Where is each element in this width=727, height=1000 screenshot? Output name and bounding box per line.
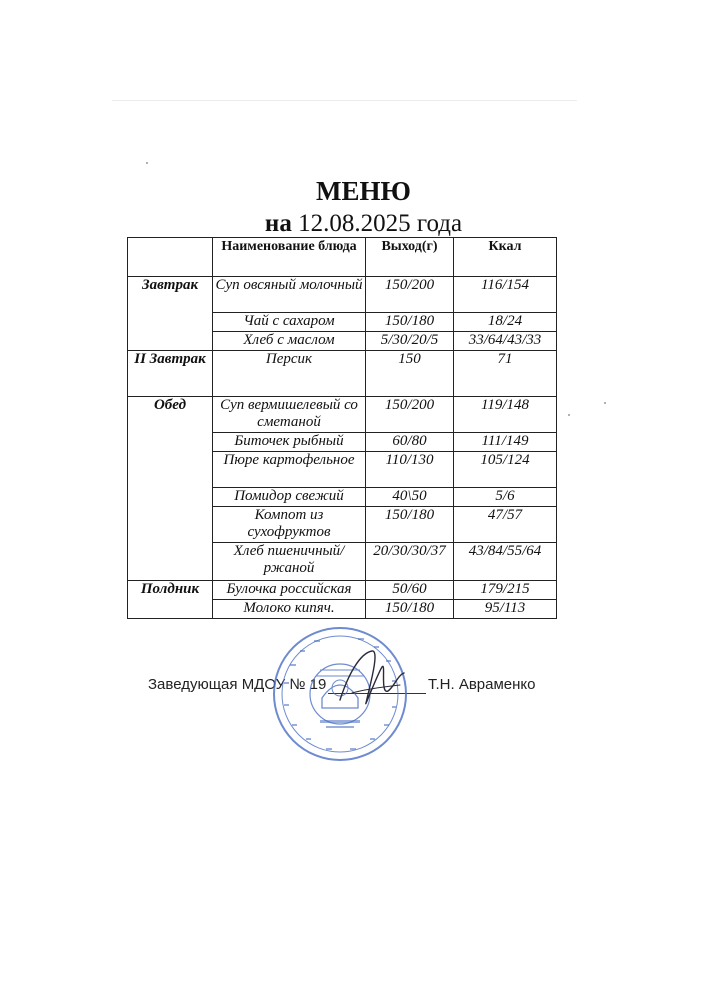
- document-title: МЕНЮ: [316, 176, 411, 206]
- document-date-line: [0, 210, 727, 238]
- scan-speck: [604, 402, 606, 404]
- signatory-name: Т.Н. Авраменко: [428, 676, 536, 693]
- meal-label: II Завтрак: [128, 351, 213, 397]
- menu-table: [127, 237, 557, 619]
- dish-kcal: 179/215: [454, 581, 557, 600]
- scan-speck: [568, 414, 570, 416]
- dish-yield: 110/130: [366, 452, 454, 488]
- date-prefix: на: [264, 210, 292, 237]
- table-row: [128, 351, 557, 397]
- table-header-row: [128, 238, 557, 277]
- dish-kcal: 105/124: [454, 452, 557, 488]
- header-kcal: Ккал: [454, 238, 557, 277]
- header-meal: [128, 238, 213, 277]
- dish-name: Персик: [213, 351, 366, 397]
- table-row: [128, 397, 557, 433]
- dish-name: Компот из сухофруктов: [213, 507, 366, 543]
- table-row: [128, 581, 557, 600]
- meal-label: Полдник: [128, 581, 213, 619]
- dish-name: Суп овсяный молочный: [213, 277, 366, 313]
- meal-label: Обед: [128, 397, 213, 581]
- dish-kcal: 5/6: [454, 488, 557, 507]
- dish-kcal: 33/64/43/33: [454, 332, 557, 351]
- dish-name: Хлеб с маслом: [213, 332, 366, 351]
- dish-name: Молоко кипяч.: [213, 600, 366, 619]
- dish-yield: 40\50: [366, 488, 454, 507]
- dish-name: Булочка российская: [213, 581, 366, 600]
- dish-yield: 150/180: [366, 600, 454, 619]
- dish-yield: 20/30/30/37: [366, 543, 454, 581]
- dish-yield: 150/200: [366, 397, 454, 433]
- meal-label: Завтрак: [128, 277, 213, 351]
- table-row: [128, 277, 557, 313]
- dish-name: Пюре картофельное: [213, 452, 366, 488]
- dish-yield: 50/60: [366, 581, 454, 600]
- dish-yield: 150: [366, 351, 454, 397]
- scan-speck: [146, 162, 148, 164]
- dish-name: Чай с сахаром: [213, 313, 366, 332]
- dish-kcal: 43/84/55/64: [454, 543, 557, 581]
- dish-name: Помидор свежий: [213, 488, 366, 507]
- header-yield: Выход(г): [366, 238, 454, 277]
- signatory-position: Заведующая МДОУ № 19: [148, 676, 327, 693]
- dish-kcal: 111/149: [454, 433, 557, 452]
- dish-name: Биточек рыбный: [213, 433, 366, 452]
- dish-yield: 150/180: [366, 313, 454, 332]
- dish-kcal: 18/24: [454, 313, 557, 332]
- dish-name: Суп вермишелевый со сметаной: [213, 397, 366, 433]
- dish-kcal: 119/148: [454, 397, 557, 433]
- menu-date: 12.08.2025 года: [298, 210, 463, 237]
- header-dish: Наименование блюда: [213, 238, 366, 277]
- handwritten-signature-icon: [330, 645, 410, 715]
- dish-kcal: 95/113: [454, 600, 557, 619]
- dish-yield: 150/180: [366, 507, 454, 543]
- dish-kcal: 116/154: [454, 277, 557, 313]
- dish-yield: 5/30/20/5: [366, 332, 454, 351]
- dish-kcal: 71: [454, 351, 557, 397]
- dish-name: Хлеб пшеничный/ржаной: [213, 543, 366, 581]
- dish-yield: 150/200: [366, 277, 454, 313]
- scan-border-line: [112, 100, 577, 101]
- dish-kcal: 47/57: [454, 507, 557, 543]
- dish-yield: 60/80: [366, 433, 454, 452]
